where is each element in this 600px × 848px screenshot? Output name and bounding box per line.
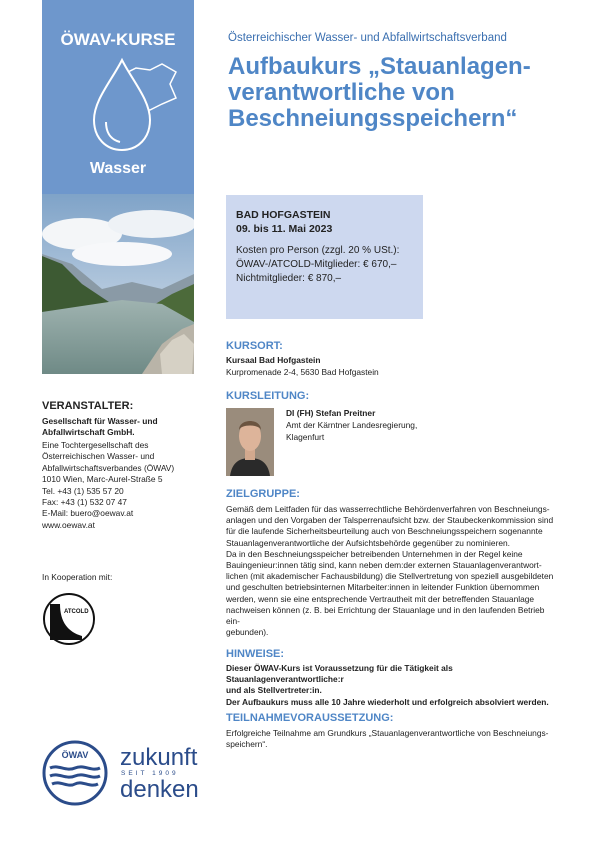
text-line: Abfallwirtschaftsverbandes (ÖWAV) — [42, 462, 175, 473]
kursort-address: Kurpromenade 2-4, 5630 Bad Hofgastein — [226, 367, 379, 377]
course-title-line: Beschneiungsspeichern“ — [228, 105, 518, 132]
oewav-logo — [42, 740, 108, 806]
teilnahme-text — [226, 728, 566, 750]
info-member-price: ÖWAV-/ATCOLD-Mitglieder: € 670,– — [236, 259, 397, 270]
instructor-portrait — [226, 408, 274, 476]
kursleitung-heading: KURSLEITUNG: — [226, 390, 310, 402]
veranstalter-details — [42, 440, 174, 531]
text-line: speichern“. — [226, 739, 268, 750]
course-title — [228, 54, 568, 132]
text-line: nachweisen können (z. B. bei Errichtung der Stauanlage und in den laufenden Betrieb ein- — [226, 604, 545, 627]
text-line: gebunden). — [226, 627, 269, 638]
text-line: Der Aufbaukurs muss alle 10 Jahre wiederholt und erfolgreich absolviert werden. — [226, 696, 549, 707]
text-line: Fax: +43 (1) 532 07 47 — [42, 497, 127, 508]
info-dates: 09. bis 11. Mai 2023 — [236, 223, 333, 235]
river-photo — [42, 194, 194, 374]
veranstalter-heading: VERANSTALTER: — [42, 400, 134, 412]
text-line: Da in den Beschneiungsspeicher betreibenden Unternehmen in der Regel keine — [226, 548, 523, 559]
veranstalter-company — [42, 416, 158, 439]
info-cost-label: Kosten pro Person (zzgl. 20 % USt.): — [236, 245, 400, 256]
text-line: Österreichischen Wasser- und — [42, 451, 155, 462]
info-box — [226, 195, 423, 319]
text-line: 1010 Wien, Marc-Aurel-Straße 5 — [42, 474, 163, 485]
text-line: Dieser ÖWAV-Kurs ist Voraussetzung für die Tätigkeit als Stauanlagenverantwortliche:r — [226, 663, 453, 685]
atcold-logo — [42, 592, 96, 646]
text-line: anlagen und den Vorgaben der Talsperrenaufsicht bzw. der Staubeckenkommission sind — [226, 515, 554, 526]
kursort-venue: Kursaal Bad Hofgastein — [226, 355, 321, 365]
zielgruppe-heading: ZIELGRUPPE: — [226, 488, 300, 500]
text-line: Gemäß dem Leitfaden für das wasserrechtliche Behördenverfahren von Beschneiungs- — [226, 504, 550, 514]
text-line: Bauingenieur:innen tätig sind, kann neben dem:der externen Stauanlagenverantwort- — [226, 560, 542, 571]
text-line: und geschulten betriebsinternen Mitarbeiter:innen in leitender Funktion übernommen — [226, 582, 540, 593]
hinweise-text — [226, 663, 566, 708]
course-title-line: Aufbaukurs „Stauanlagen- — [228, 53, 531, 80]
slogan-since: SEIT 1909 — [121, 770, 179, 777]
text-line: Stauanlagenverantwortliche der Aufsichtsbehörde gegenüber zu nominieren. — [226, 537, 511, 548]
instructor-affiliation: Amt der Kärntner Landesregierung, — [286, 420, 418, 430]
oewav-logo-text: ÖWAV — [61, 750, 89, 760]
teilnahme-heading: TEILNAHMEVORAUSSETZUNG: — [226, 712, 394, 724]
instructor-name: DI (FH) Stefan Preitner — [286, 408, 376, 418]
course-title-line: verantwortliche von — [228, 79, 455, 106]
kursort-heading: KURSORT: — [226, 340, 283, 352]
email-link[interactable]: E-Mail: buero@oewav.at — [42, 508, 134, 519]
text-line: Gesellschaft für Wasser- und — [42, 416, 158, 426]
kooperation-label: In Kooperation mit: — [42, 572, 113, 582]
info-place: BAD HOFGASTEIN — [236, 209, 331, 221]
brand-title: ÖWAV-KURSE — [60, 30, 176, 49]
text-line: werden, wenn sie eine entsprechende Vertrautheit mit der betreffenden Stauanlage — [226, 593, 535, 604]
text-line: Abfallwirtschaft GmbH. — [42, 427, 135, 438]
instructor-city: Klagenfurt — [286, 432, 325, 442]
brand-subtitle: Wasser — [89, 160, 147, 177]
info-nonmember-price: Nichtmitglieder: € 870,– — [236, 273, 342, 284]
text-line: lichen (mit akademischer Fachausbildung) die Stellvertretung von speziell ausgebildeten — [226, 571, 554, 582]
text-line: Tel. +43 (1) 535 57 20 — [42, 485, 124, 496]
slogan-word-2: denken — [120, 776, 199, 803]
text-line: Erfolgreiche Teilnahme am Grundkurs „Stauanlagenverantwortliche von Beschneiungs- — [226, 728, 549, 738]
text-line: und als Stellvertreter:in. — [226, 685, 322, 696]
zielgruppe-text — [226, 504, 556, 638]
text-line: Eine Tochtergesellschaft des — [42, 440, 149, 450]
hinweise-heading: HINWEISE: — [226, 648, 285, 660]
slogan-word-1: zukunft — [120, 744, 198, 771]
atcold-label: ATCOLD — [64, 609, 89, 615]
website-link[interactable]: www.oewav.at — [42, 519, 95, 530]
organisation-name: Österreichischer Wasser- und Abfallwirtschaftsverband — [228, 32, 507, 44]
text-line: für die laufende Sicherheitsbeurteilung auch von Beschneiungsspeichern sogenannte — [226, 526, 543, 537]
